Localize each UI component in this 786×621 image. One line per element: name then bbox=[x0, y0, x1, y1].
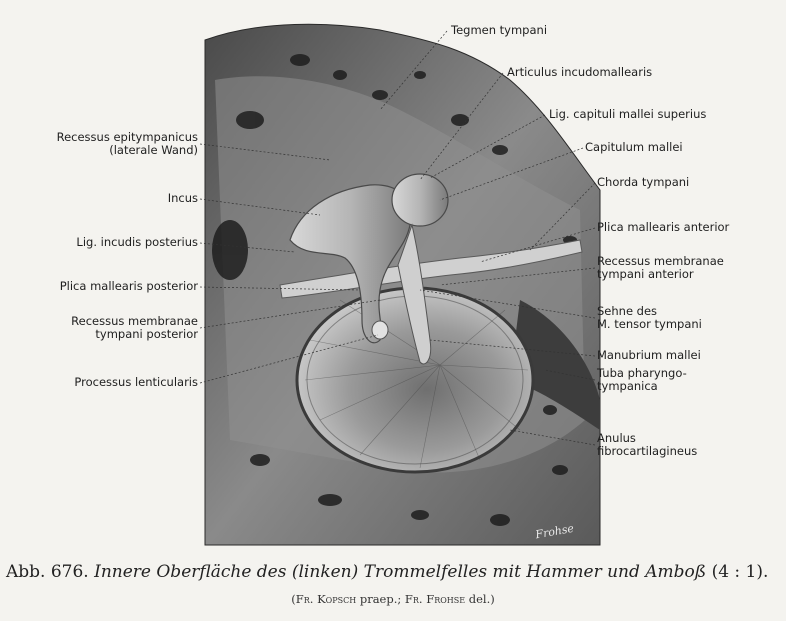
caption-title: Innere Oberfläche des (linken) Trommelfelles mit Hammer und Amboß bbox=[94, 562, 707, 582]
label-anulus-fibrocartilagineus: Anulus fibrocartilagineus bbox=[597, 431, 698, 458]
caption-number: Abb. 676. bbox=[6, 562, 89, 582]
label-plica-mallearis-anterior: Plica mallearis anterior bbox=[597, 220, 730, 234]
artist-signature: Frohse bbox=[534, 521, 575, 542]
label-articulus-incudomallearis: Articulus incudomallearis bbox=[507, 65, 653, 79]
figure-credits: (Fr. Kopsch praep.; Fr. Frohse del.) bbox=[291, 592, 495, 606]
label-capitulum-mallei: Capitulum mallei bbox=[585, 140, 683, 154]
label-recessus-membranae-posterior: Recessus membranae tympani posterior bbox=[71, 314, 198, 341]
label-chorda-tympani: Chorda tympani bbox=[597, 175, 690, 189]
label-manubrium-mallei: Manubrium mallei bbox=[597, 348, 701, 362]
label-recessus-membranae-anterior: Recessus membranae tympani anterior bbox=[597, 254, 724, 281]
label-tegmen-tympani: Tegmen tympani bbox=[451, 23, 548, 37]
label-processus-lenticularis: Processus lenticularis bbox=[74, 375, 198, 389]
label-sehne-tensor: Sehne des M. tensor tympani bbox=[597, 304, 702, 331]
label-plica-mallearis-posterior: Plica mallearis posterior bbox=[59, 279, 198, 293]
label-lig-incudis-posterius: Lig. incudis posterius bbox=[76, 235, 198, 249]
caption-scale: (4 : 1). bbox=[711, 562, 769, 582]
capitulum-mallei bbox=[392, 174, 448, 226]
label-recessus-epitympanicus: Recessus epitympanicus (laterale Wand) bbox=[56, 130, 198, 157]
label-lig-capituli-mallei: Lig. capituli mallei superius bbox=[549, 107, 707, 121]
figure-caption bbox=[6, 562, 786, 582]
label-tuba-pharyngotympanica: Tuba pharyngo- tympanica bbox=[597, 366, 687, 393]
label-incus: Incus bbox=[167, 191, 198, 205]
